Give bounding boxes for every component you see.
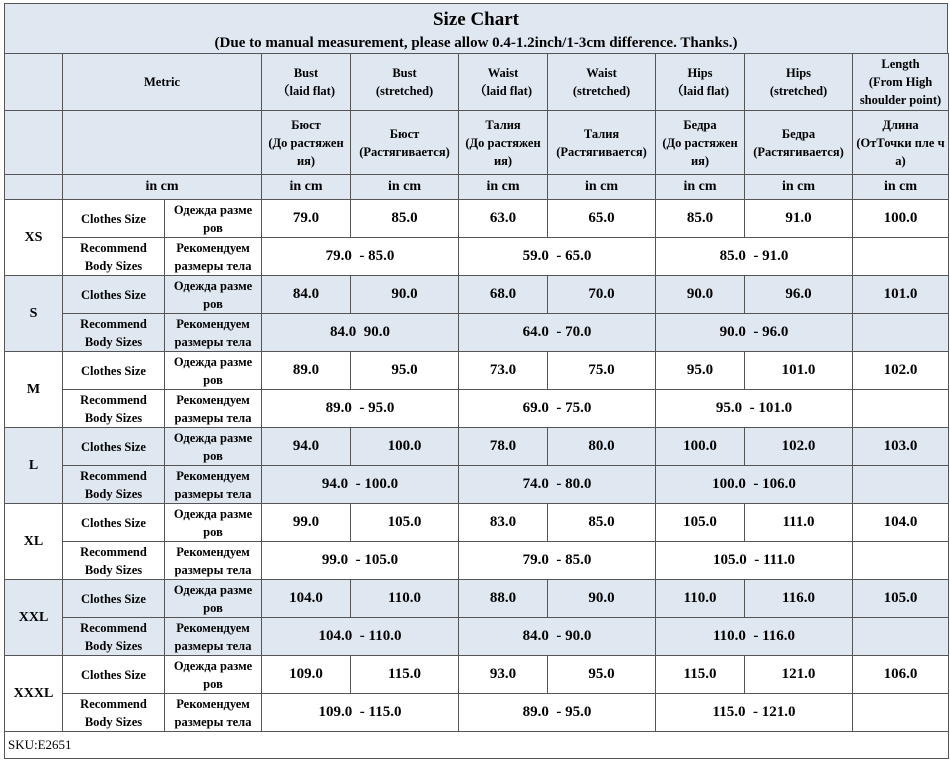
clothes-value: 109.0 <box>262 656 351 694</box>
clothes-value: 85.0 <box>656 200 745 238</box>
recommend-range: 110.0 - 116.0 <box>656 618 853 656</box>
recommend-label-ru: Рекомендуем размеры тела <box>165 314 262 352</box>
unit-label: in cm <box>63 175 262 200</box>
clothes-value: 84.0 <box>262 276 351 314</box>
recommend-range: 90.0 - 96.0 <box>656 314 853 352</box>
recommend-label: Recommend Body Sizes <box>63 314 165 352</box>
clothes-value: 75.0 <box>548 352 656 390</box>
title-box <box>4 3 948 54</box>
clothes-value: 115.0 <box>351 656 459 694</box>
recommend-range: 115.0 - 121.0 <box>656 694 853 732</box>
clothes-value: 95.0 <box>351 352 459 390</box>
recommend-label: Recommend Body Sizes <box>63 238 165 276</box>
clothes-value: 105.0 <box>853 580 949 618</box>
clothes-size-label: Clothes Size <box>63 504 165 542</box>
size-row-recommend <box>5 314 949 352</box>
clothes-value: 94.0 <box>262 428 351 466</box>
clothes-size-label: Clothes Size <box>63 352 165 390</box>
bust-flat-header-ru: Бюст (До растяжен ия) <box>262 111 351 175</box>
recommend-range: 74.0 - 80.0 <box>459 466 656 504</box>
recommend-range: 64.0 - 70.0 <box>459 314 656 352</box>
sku-row <box>5 732 949 759</box>
size-row-clothes <box>5 504 949 542</box>
recommend-range: 94.0 - 100.0 <box>262 466 459 504</box>
recommend-range: 100.0 - 106.0 <box>656 466 853 504</box>
hips-flat-header-ru: Бедра (До растяжен ия) <box>656 111 745 175</box>
sku-label: SKU:E2651 <box>5 732 949 759</box>
bust-flat-header: Bust （laid flat) <box>262 54 351 111</box>
clothes-value: 79.0 <box>262 200 351 238</box>
waist-flat-header: Waist （laid flat) <box>459 54 548 111</box>
unit-label: in cm <box>656 175 745 200</box>
header-row-ru <box>5 111 949 175</box>
clothes-value: 96.0 <box>745 276 853 314</box>
hips-stretched-header: Hips (stretched) <box>745 54 853 111</box>
size-label: XXXL <box>5 656 63 732</box>
recommend-range: 95.0 - 101.0 <box>656 390 853 428</box>
size-label: M <box>5 352 63 428</box>
recommend-label: Recommend Body Sizes <box>63 390 165 428</box>
size-row-clothes <box>5 200 949 238</box>
page-subtitle: (Due to manual measurement, please allow 0.4-1.2inch/1-3cm difference. Thanks.) <box>214 35 738 51</box>
clothes-size-label: Clothes Size <box>63 580 165 618</box>
unit-label: in cm <box>745 175 853 200</box>
clothes-value: 104.0 <box>853 504 949 542</box>
clothes-value: 80.0 <box>548 428 656 466</box>
clothes-value: 110.0 <box>351 580 459 618</box>
clothes-value: 83.0 <box>459 504 548 542</box>
clothes-value: 101.0 <box>745 352 853 390</box>
size-label: L <box>5 428 63 504</box>
size-row-recommend <box>5 618 949 656</box>
clothes-value: 73.0 <box>459 352 548 390</box>
clothes-value: 103.0 <box>853 428 949 466</box>
clothes-size-label-ru: Одежда разме ров <box>165 276 262 314</box>
clothes-value: 100.0 <box>351 428 459 466</box>
clothes-value: 110.0 <box>656 580 745 618</box>
hips-stretched-header-ru: Бедра (Растягивается) <box>745 111 853 175</box>
recommend-range: 84.0 - 90.0 <box>459 618 656 656</box>
unit-row <box>5 175 949 200</box>
recommend-range: 85.0 - 91.0 <box>656 238 853 276</box>
size-label: XS <box>5 200 63 276</box>
empty-cell <box>853 542 949 580</box>
empty-cell <box>853 390 949 428</box>
clothes-value: 85.0 <box>351 200 459 238</box>
clothes-value: 88.0 <box>459 580 548 618</box>
recommend-range: 99.0 - 105.0 <box>262 542 459 580</box>
length-header-ru: Длина (ОтТочки пле ч а) <box>853 111 949 175</box>
recommend-label: Recommend Body Sizes <box>63 466 165 504</box>
clothes-value: 116.0 <box>745 580 853 618</box>
recommend-label-ru: Рекомендуем размеры тела <box>165 542 262 580</box>
recommend-range: 89.0 - 95.0 <box>262 390 459 428</box>
clothes-value: 100.0 <box>656 428 745 466</box>
unit-label: in cm <box>548 175 656 200</box>
clothes-size-label-ru: Одежда разме ров <box>165 428 262 466</box>
size-label: S <box>5 276 63 352</box>
unit-label: in cm <box>853 175 949 200</box>
recommend-label-ru: Рекомендуем размеры тела <box>165 390 262 428</box>
clothes-value: 78.0 <box>459 428 548 466</box>
clothes-value: 99.0 <box>262 504 351 542</box>
size-row-recommend <box>5 542 949 580</box>
size-row-recommend <box>5 238 949 276</box>
length-header: Length (From High shoulder point) <box>853 54 949 111</box>
size-row-recommend <box>5 466 949 504</box>
recommend-label: Recommend Body Sizes <box>63 618 165 656</box>
size-row-clothes <box>5 276 949 314</box>
recommend-label-ru: Рекомендуем размеры тела <box>165 466 262 504</box>
recommend-range: 104.0 - 110.0 <box>262 618 459 656</box>
size-row-clothes <box>5 656 949 694</box>
recommend-range: 79.0 - 85.0 <box>262 238 459 276</box>
hips-flat-header: Hips （laid flat) <box>656 54 745 111</box>
waist-flat-header-ru: Талия (До растяжен ия) <box>459 111 548 175</box>
clothes-size-label-ru: Одежда разме ров <box>165 580 262 618</box>
empty-cell <box>853 618 949 656</box>
page-title: Size Chart <box>432 9 519 30</box>
recommend-label: Recommend Body Sizes <box>63 542 165 580</box>
recommend-range: 109.0 - 115.0 <box>262 694 459 732</box>
size-table <box>4 53 949 759</box>
metric-header: Metric <box>63 54 262 111</box>
clothes-value: 90.0 <box>351 276 459 314</box>
size-label: XXL <box>5 580 63 656</box>
clothes-value: 100.0 <box>853 200 949 238</box>
recommend-label-ru: Рекомендуем размеры тела <box>165 618 262 656</box>
bust-stretched-header: Bust (stretched) <box>351 54 459 111</box>
empty-cell <box>853 694 949 732</box>
clothes-value: 90.0 <box>548 580 656 618</box>
clothes-value: 63.0 <box>459 200 548 238</box>
clothes-value: 93.0 <box>459 656 548 694</box>
clothes-value: 65.0 <box>548 200 656 238</box>
clothes-value: 115.0 <box>656 656 745 694</box>
size-label: XL <box>5 504 63 580</box>
bust-stretched-header-ru: Бюст (Растягивается) <box>351 111 459 175</box>
clothes-size-label: Clothes Size <box>63 276 165 314</box>
empty-cell <box>853 466 949 504</box>
size-row-recommend <box>5 694 949 732</box>
waist-stretched-header-ru: Талия (Растягивается) <box>548 111 656 175</box>
unit-label: in cm <box>351 175 459 200</box>
clothes-value: 95.0 <box>656 352 745 390</box>
clothes-value: 121.0 <box>745 656 853 694</box>
recommend-range: 89.0 - 95.0 <box>459 694 656 732</box>
unit-label: in cm <box>262 175 351 200</box>
clothes-size-label: Clothes Size <box>63 656 165 694</box>
size-row-clothes <box>5 580 949 618</box>
recommend-range: 59.0 - 65.0 <box>459 238 656 276</box>
size-rows <box>5 200 949 732</box>
recommend-label-ru: Рекомендуем размеры тела <box>165 238 262 276</box>
size-row-clothes <box>5 428 949 466</box>
clothes-value: 102.0 <box>745 428 853 466</box>
recommend-label: Recommend Body Sizes <box>63 694 165 732</box>
clothes-value: 70.0 <box>548 276 656 314</box>
empty-cell <box>853 314 949 352</box>
clothes-value: 89.0 <box>262 352 351 390</box>
clothes-value: 102.0 <box>853 352 949 390</box>
unit-label: in cm <box>459 175 548 200</box>
clothes-value: 105.0 <box>656 504 745 542</box>
clothes-size-label-ru: Одежда разме ров <box>165 200 262 238</box>
size-row-clothes <box>5 352 949 390</box>
clothes-value: 111.0 <box>745 504 853 542</box>
empty-cell <box>853 238 949 276</box>
recommend-label-ru: Рекомендуем размеры тела <box>165 694 262 732</box>
recommend-range: 69.0 - 75.0 <box>459 390 656 428</box>
clothes-value: 105.0 <box>351 504 459 542</box>
clothes-value: 68.0 <box>459 276 548 314</box>
clothes-size-label: Clothes Size <box>63 200 165 238</box>
clothes-value: 95.0 <box>548 656 656 694</box>
clothes-value: 106.0 <box>853 656 949 694</box>
recommend-range: 79.0 - 85.0 <box>459 542 656 580</box>
clothes-size-label-ru: Одежда разме ров <box>165 504 262 542</box>
size-row-recommend <box>5 390 949 428</box>
recommend-range: 105.0 - 111.0 <box>656 542 853 580</box>
clothes-value: 91.0 <box>745 200 853 238</box>
clothes-value: 90.0 <box>656 276 745 314</box>
clothes-value: 104.0 <box>262 580 351 618</box>
clothes-size-label: Clothes Size <box>63 428 165 466</box>
header-row-en <box>5 54 949 111</box>
recommend-range: 84.0 90.0 <box>262 314 459 352</box>
waist-stretched-header: Waist (stretched) <box>548 54 656 111</box>
clothes-size-label-ru: Одежда разме ров <box>165 352 262 390</box>
clothes-value: 85.0 <box>548 504 656 542</box>
clothes-value: 101.0 <box>853 276 949 314</box>
clothes-size-label-ru: Одежда разме ров <box>165 656 262 694</box>
